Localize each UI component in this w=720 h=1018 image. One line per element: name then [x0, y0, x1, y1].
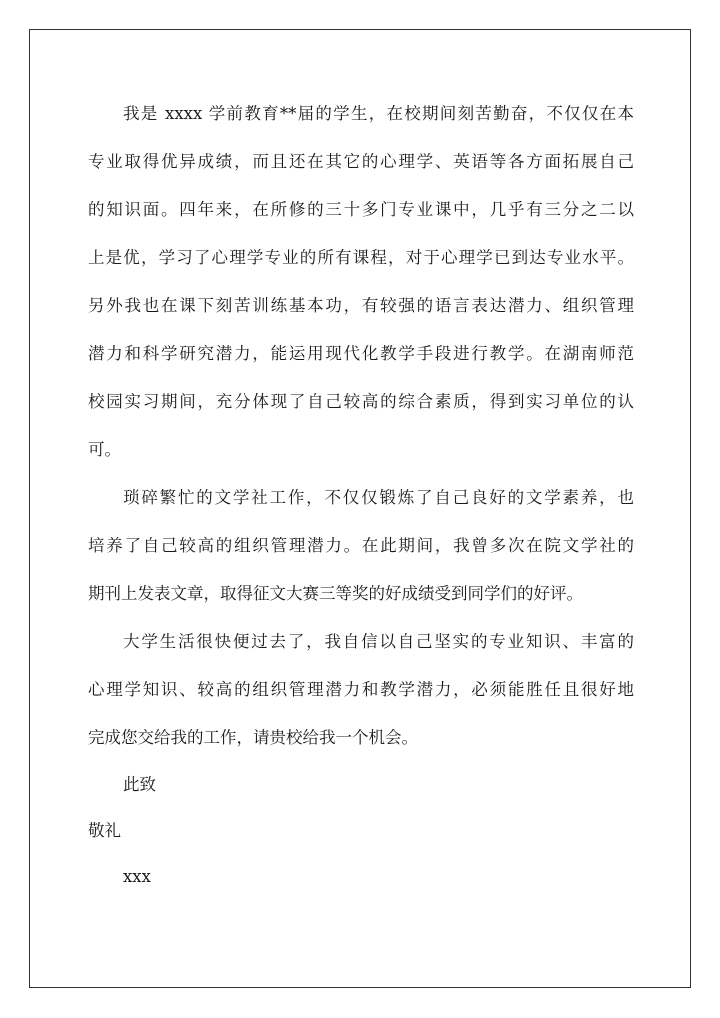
- paragraph-line: 期刊上发表文章，取得征文大赛三等奖的好成绩受到同学们的好评。: [88, 584, 583, 603]
- paragraph-3: [88, 618, 634, 762]
- paragraph-line: 潜力和科学研究潜力，能运用现代化教学手段进行教学。在湖南师范: [88, 344, 634, 363]
- paragraph-line: 上是优，学习了心理学专业的所有课程，对于心理学已到达专业水平。: [88, 248, 634, 267]
- paragraph-line: 校园实习期间，充分体现了自己较高的综合素质，得到实习单位的认: [88, 392, 634, 411]
- paragraph-line: 培养了自己较高的组织管理潜力。在此期间，我曾多次在院文学社的: [88, 536, 634, 555]
- paragraph-line: 可。: [88, 440, 121, 459]
- paragraph-2: [88, 474, 634, 618]
- letter-body: [88, 90, 634, 900]
- paragraph-line: 心理学知识、较高的组织管理潜力和教学潜力，必须能胜任且很好地: [88, 680, 634, 699]
- paragraph-line: 完成您交给我的工作，请贵校给我一个机会。: [88, 728, 418, 747]
- paragraph-1: [88, 90, 634, 474]
- paragraph-line: 我是 xxxx 学前教育**届的学生，在校期间刻苦勤奋，不仅仅在本: [123, 104, 634, 123]
- signature: xxx: [123, 867, 151, 886]
- paragraph-line: 的知识面。四年来，在所修的三十多门专业课中，几乎有三分之二以: [88, 200, 634, 219]
- paragraph-line: 琐碎繁忙的文学社工作，不仅仅锻炼了自己良好的文学素养，也: [123, 488, 634, 507]
- paragraph-line: 另外我也在课下刻苦训练基本功，有较强的语言表达潜力、组织管理: [88, 296, 634, 315]
- salutation: 此致: [123, 775, 156, 794]
- paragraph-line: 专业取得优异成绩，而且还在其它的心理学、英语等各方面拓展自己: [88, 152, 634, 171]
- paragraph-line: 大学生活很快便过去了，我自信以自己坚实的专业知识、丰富的: [123, 632, 634, 651]
- regards: 敬礼: [88, 821, 121, 840]
